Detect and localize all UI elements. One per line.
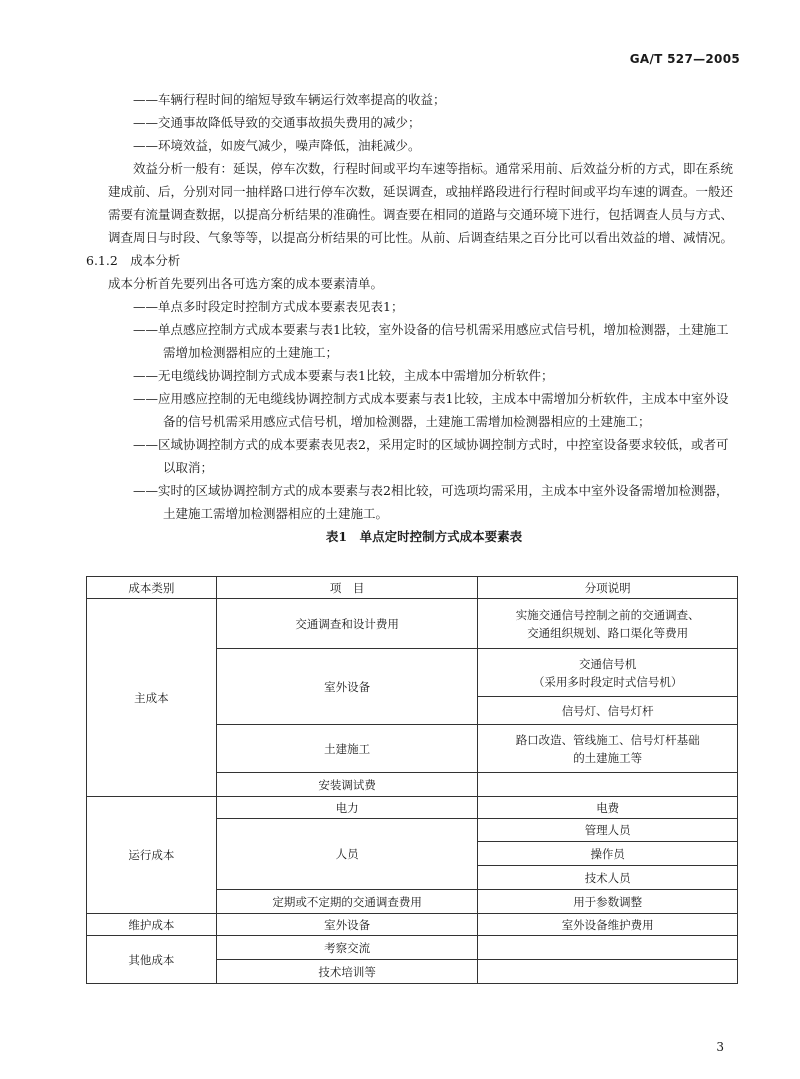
list-item: ——单点感应控制方式成本要素与表1比较，室外设备的信号机需采用感应式信号机，增加检测器，土建施工需增加检测器相应的土建施工； bbox=[133, 322, 729, 360]
item-training: 技术培训等 bbox=[216, 960, 478, 984]
category-operation: 运行成本 bbox=[87, 797, 217, 914]
body-text bbox=[86, 88, 740, 548]
category-main: 主成本 bbox=[87, 599, 217, 797]
table-row bbox=[87, 599, 738, 649]
note-line: （采用多时段定时式信号机） bbox=[532, 674, 683, 689]
list-item: ——区域协调控制方式的成本要素表见表2，采用定时的区域协调控制方式时，中控室设备要求较低，或者可以取消； bbox=[133, 437, 729, 475]
header-category: 成本类别 bbox=[87, 577, 217, 599]
note-line: 路口改造、管线施工、信号灯杆基础 bbox=[515, 732, 700, 747]
item-civil: 土建施工 bbox=[216, 725, 478, 773]
note-empty bbox=[478, 960, 738, 984]
note-adjust: 用于参数调整 bbox=[478, 890, 738, 914]
note-survey bbox=[478, 599, 738, 649]
note-power: 电费 bbox=[478, 797, 738, 819]
table-header-row bbox=[87, 577, 738, 599]
item-study: 考察交流 bbox=[216, 936, 478, 960]
item-power: 电力 bbox=[216, 797, 478, 819]
item-outdoor-maint: 室外设备 bbox=[216, 914, 478, 936]
note-outdoor-maint: 室外设备维护费用 bbox=[478, 914, 738, 936]
table-row bbox=[87, 936, 738, 960]
note-tech: 技术人员 bbox=[478, 866, 738, 890]
note-line: 交通组织规划、路口渠化等费用 bbox=[527, 625, 689, 640]
header-item: 项 目 bbox=[216, 577, 478, 599]
list-item: ——单点多时段定时控制方式成本要素表见表1； bbox=[133, 299, 404, 314]
note-civil bbox=[478, 725, 738, 773]
standard-number: GA/T 527—2005 bbox=[629, 52, 740, 66]
note-line: 实施交通信号控制之前的交通调查、 bbox=[515, 607, 700, 622]
item-periodic: 定期或不定期的交通调查费用 bbox=[216, 890, 478, 914]
category-maintenance: 维护成本 bbox=[87, 914, 217, 936]
list-item: ——无电缆线协调控制方式成本要素与表1比较，主成本中需增加分析软件； bbox=[133, 368, 554, 383]
note-manager: 管理人员 bbox=[478, 819, 738, 842]
table-caption: 表1 单点定时控制方式成本要素表 bbox=[325, 529, 523, 544]
note-line: 的土建施工等 bbox=[573, 750, 643, 765]
note-empty bbox=[478, 773, 738, 797]
item-outdoor: 室外设备 bbox=[216, 649, 478, 725]
list-item: ——实时的区域协调控制方式的成本要素与表2相比较，可选项均需采用，主成本中室外设备需增加检测器，土建施工需增加检测器相应的土建施工。 bbox=[133, 483, 729, 521]
paragraph-cost: 成本分析首先要列出各可选方案的成本要素清单。 bbox=[108, 276, 384, 291]
item-install: 安装调试费 bbox=[216, 773, 478, 797]
header-note: 分项说明 bbox=[478, 577, 738, 599]
page-number: 3 bbox=[716, 1040, 724, 1054]
note-lamp: 信号灯、信号灯杆 bbox=[478, 697, 738, 725]
list-item: ——车辆行程时间的缩短导致车辆运行效率提高的收益； bbox=[133, 92, 446, 107]
cost-elements-table bbox=[86, 576, 738, 984]
note-empty bbox=[478, 936, 738, 960]
list-item: ——应用感应控制的无电缆线协调控制方式成本要素与表1比较，主成本中需增加分析软件，主成本中室外设备的信号机需采用感应式信号机，增加检测器，土建施工需增加检测器相应的土建施工； bbox=[133, 391, 729, 429]
category-other: 其他成本 bbox=[87, 936, 217, 984]
paragraph-benefit: 效益分析一般有：延误，停车次数，行程时间或平均车速等指标。通常采用前、后效益分析的方式，即在系统建成前、后，分别对同一抽样路口进行停车次数，延误调查，或抽样路段进行行程时间或平均车速的调查。一般还需要有流量调查数据，以提高分析结果的准确性。调查要在相同的道路与交通环境下进行，包括调查人员与方式、调查周日与时段、气象等等，以提高分析结果的可比性。从前、后调查结果之百分比可以看出效益的增、减情况。 bbox=[108, 161, 734, 245]
item-survey: 交通调查和设计费用 bbox=[216, 599, 478, 649]
note-operator: 操作员 bbox=[478, 842, 738, 866]
table-row bbox=[87, 914, 738, 936]
list-item: ——交通事故降低导致的交通事故损失费用的减少； bbox=[133, 115, 421, 130]
note-signal bbox=[478, 649, 738, 697]
section-heading: 6.1.2 成本分析 bbox=[86, 253, 181, 268]
table-row bbox=[87, 797, 738, 819]
note-line: 交通信号机 bbox=[578, 656, 637, 671]
list-item: ——环境效益，如废气减少，噪声降低，油耗减少。 bbox=[133, 138, 421, 153]
item-staff: 人员 bbox=[216, 819, 478, 890]
